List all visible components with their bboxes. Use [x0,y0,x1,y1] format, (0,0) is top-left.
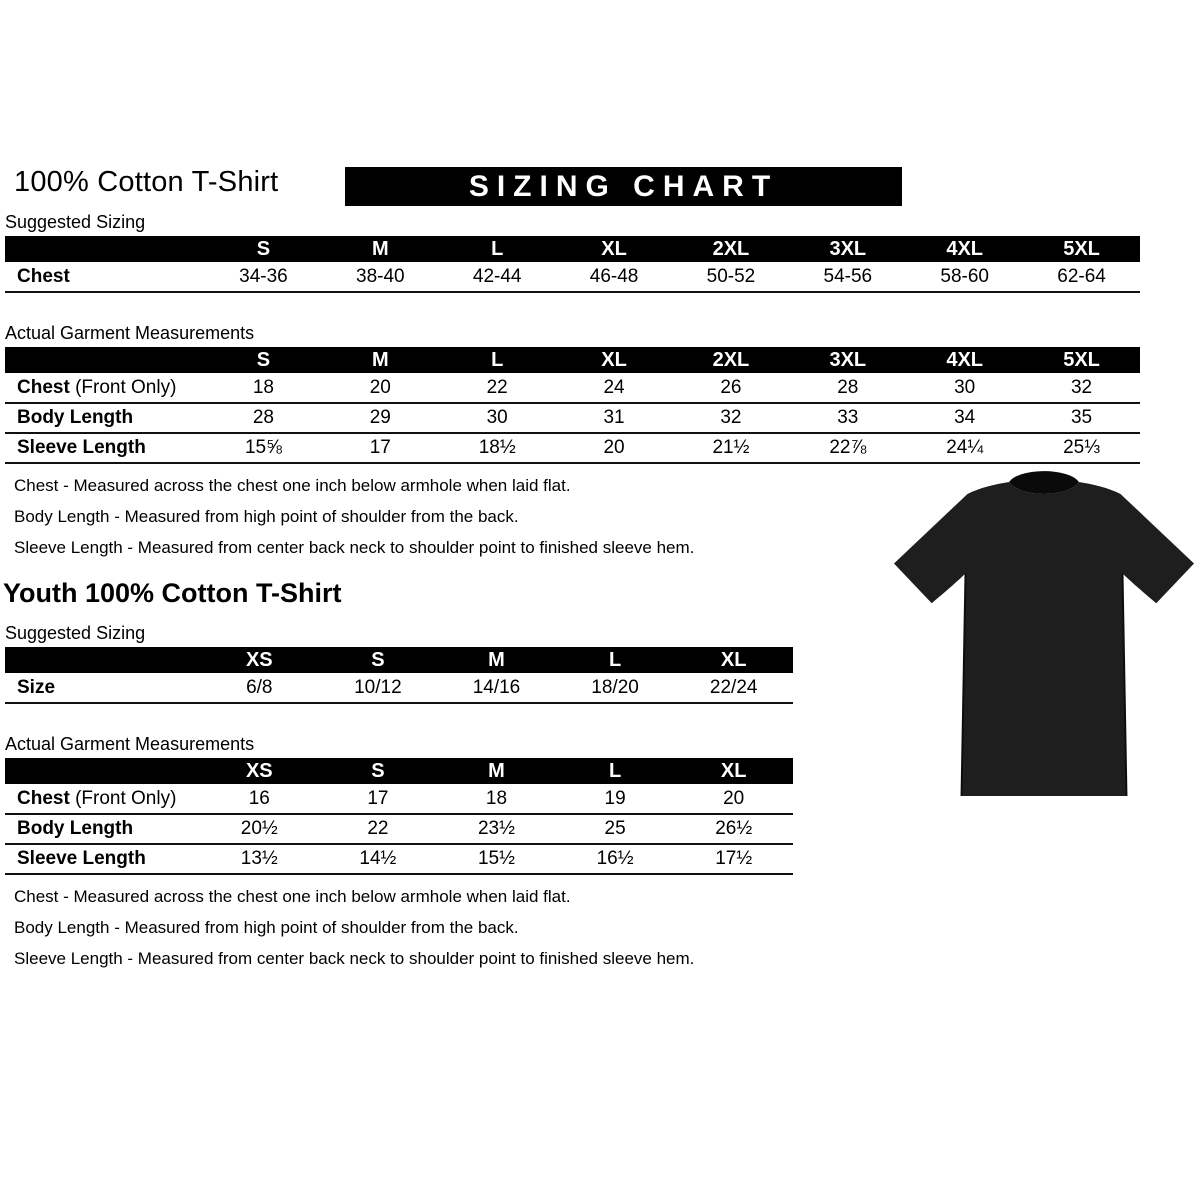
measurement-value: 18 [437,784,556,814]
table-row [5,784,793,814]
size-column-header: S [205,347,322,373]
measurement-value: 20 [556,433,673,463]
measurement-value: 18½ [439,433,556,463]
size-column-header: S [319,758,438,784]
measurement-value: 6/8 [200,673,319,703]
size-column-header: 4XL [906,347,1023,373]
measurement-value: 10/12 [319,673,438,703]
table-header-row [5,236,1140,262]
measurement-value: 26½ [674,814,793,844]
measurement-value: 23½ [437,814,556,844]
measurement-value: 22⅞ [789,433,906,463]
note-line: Chest - Measured across the chest one inch below armhole when laid flat. [14,887,571,906]
size-column-header: XS [200,758,319,784]
measurement-value: 33 [789,403,906,433]
measurement-value: 25⅓ [1023,433,1140,463]
measurement-value: 24¼ [906,433,1023,463]
measurement-value: 14/16 [437,673,556,703]
header-cell-empty [5,347,205,373]
youth-measurement-notes [0,887,1200,969]
measurement-value: 35 [1023,403,1140,433]
measurement-value: 13½ [200,844,319,874]
measurement-value: 28 [789,373,906,403]
size-column-header: M [437,758,556,784]
adult-suggested-sizing-label: Suggested Sizing [5,212,146,232]
youth-suggested-sizing-label: Suggested Sizing [5,623,146,643]
size-column-header: XL [674,647,793,673]
row-label: Size [5,673,200,703]
measurement-value: 32 [673,403,790,433]
size-column-header: XS [200,647,319,673]
row-label: Sleeve Length [5,433,205,463]
measurement-value: 17½ [674,844,793,874]
size-column-header: L [556,647,675,673]
note-line: Chest - Measured across the chest one inch below armhole when laid flat. [14,476,571,495]
measurement-value: 22 [439,373,556,403]
size-column-header: M [322,347,439,373]
measurement-value: 34-36 [205,262,322,292]
measurement-value: 20 [674,784,793,814]
size-column-header: S [319,647,438,673]
measurement-value: 16½ [556,844,675,874]
table-row [5,814,793,844]
note-line: Body Length - Measured from high point of shoulder from the back. [14,507,519,526]
measurement-value: 19 [556,784,675,814]
size-column-header: L [556,758,675,784]
row-label: Chest (Front Only) [5,373,205,403]
measurement-value: 22 [319,814,438,844]
table-row [5,262,1140,292]
youth-suggested-sizing-table [5,647,793,704]
measurement-value: 30 [439,403,556,433]
measurement-value: 34 [906,403,1023,433]
row-label: Body Length [5,403,205,433]
size-column-header: L [439,347,556,373]
page-title: 100% Cotton T-Shirt [14,166,279,198]
size-column-header: XL [556,236,673,262]
adult-actual-measurements-label: Actual Garment Measurements [5,323,255,343]
measurement-value: 17 [319,784,438,814]
measurement-value: 42-44 [439,262,556,292]
measurement-value: 17 [322,433,439,463]
table-header-row [5,647,793,673]
measurement-value: 22/24 [674,673,793,703]
tshirt-image [890,468,1198,811]
size-column-header: XL [674,758,793,784]
size-column-header: L [439,236,556,262]
measurement-value: 28 [205,403,322,433]
table-header-row [5,347,1140,373]
size-column-header: 5XL [1023,347,1140,373]
size-column-header: XL [556,347,673,373]
measurement-value: 15⅝ [205,433,322,463]
measurement-value: 54-56 [789,262,906,292]
measurement-value: 21½ [673,433,790,463]
header-cell-empty [5,758,200,784]
size-column-header: 4XL [906,236,1023,262]
measurement-value: 50-52 [673,262,790,292]
table-row [5,673,793,703]
table-row [5,433,1140,463]
size-column-header: M [322,236,439,262]
measurement-value: 18 [205,373,322,403]
note-line: Body Length - Measured from high point of shoulder from the back. [14,918,519,937]
measurement-value: 38-40 [322,262,439,292]
measurement-value: 31 [556,403,673,433]
size-column-header: S [205,236,322,262]
measurement-value: 25 [556,814,675,844]
size-column-header: 5XL [1023,236,1140,262]
measurement-value: 15½ [437,844,556,874]
measurement-value: 16 [200,784,319,814]
adult-suggested-sizing-table [5,236,1140,293]
measurement-value: 58-60 [906,262,1023,292]
row-label: Chest [5,262,205,292]
measurement-value: 62-64 [1023,262,1140,292]
measurement-value: 24 [556,373,673,403]
youth-actual-measurements-table [5,758,793,875]
measurement-value: 26 [673,373,790,403]
table-row [5,403,1140,433]
row-label: Body Length [5,814,200,844]
youth-section-title: Youth 100% Cotton T-Shirt [3,578,342,608]
measurement-value: 14½ [319,844,438,874]
table-header-row [5,758,793,784]
adult-actual-measurements-table [5,347,1140,464]
row-label: Sleeve Length [5,844,200,874]
row-label: Chest (Front Only) [5,784,200,814]
note-line: Sleeve Length - Measured from center back neck to shoulder point to finished sleeve hem. [14,949,695,968]
size-column-header: 3XL [789,236,906,262]
measurement-value: 20½ [200,814,319,844]
measurement-value: 46-48 [556,262,673,292]
table-row [5,373,1140,403]
measurement-value: 20 [322,373,439,403]
size-column-header: 3XL [789,347,906,373]
size-column-header: 2XL [673,236,790,262]
measurement-value: 18/20 [556,673,675,703]
measurement-value: 30 [906,373,1023,403]
header-cell-empty [5,647,200,673]
measurement-value: 32 [1023,373,1140,403]
header-cell-empty [5,236,205,262]
size-column-header: M [437,647,556,673]
table-row [5,844,793,874]
measurement-value: 29 [322,403,439,433]
youth-actual-measurements-label: Actual Garment Measurements [5,734,255,754]
note-line: Sleeve Length - Measured from center back neck to shoulder point to finished sleeve hem. [14,538,695,557]
size-column-header: 2XL [673,347,790,373]
sizing-chart-banner: SIZING CHART [345,167,902,206]
